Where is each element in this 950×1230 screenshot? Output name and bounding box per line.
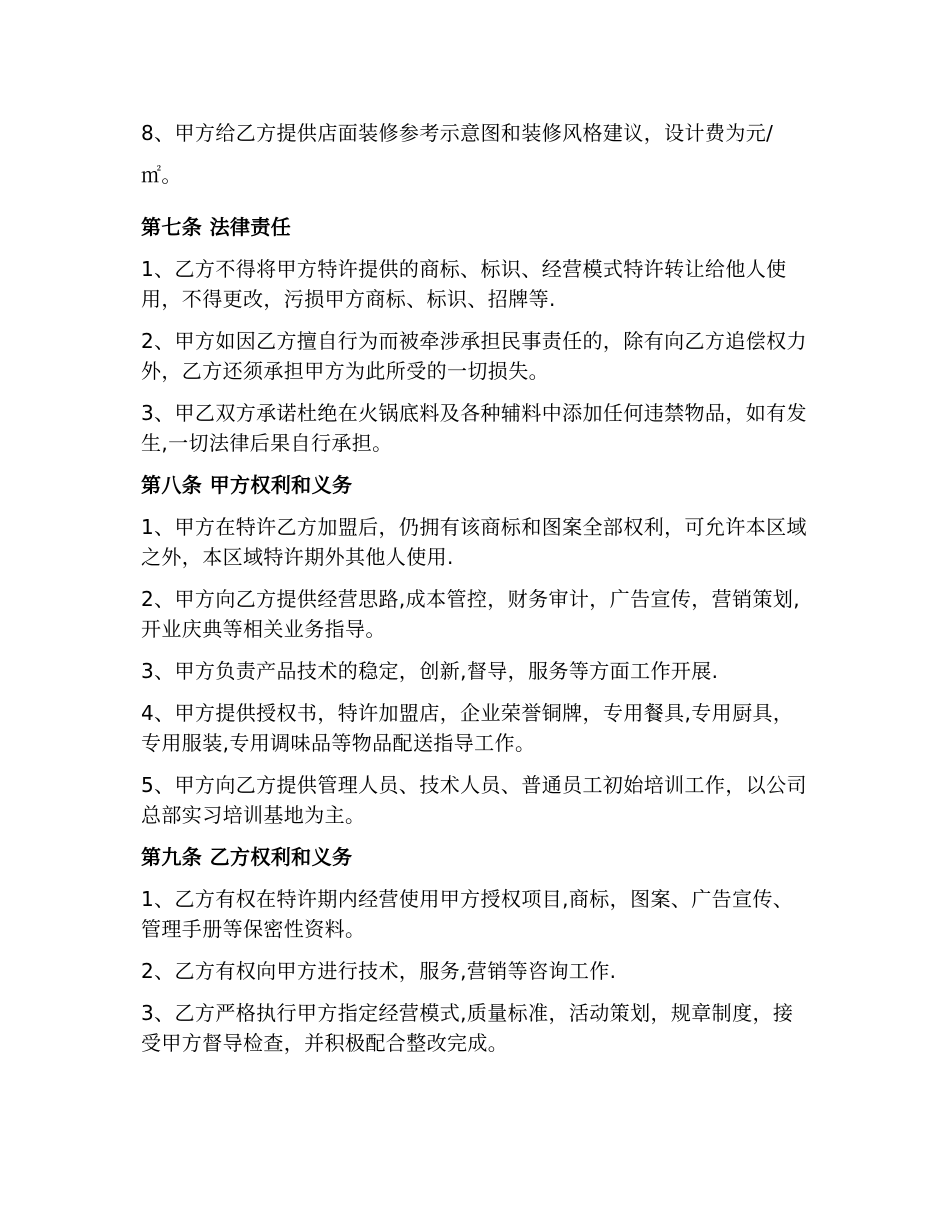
clause-7-item-3: 3、甲乙双方承诺杜绝在火锅底料及各种辅料中添加任何违禁物品，如有发生,一切法律后果自行承担。 <box>141 401 807 455</box>
clause-6-item-8: 8、甲方给乙方提供店面装修参考示意图和装修风格建议，设计费为元/㎡。 <box>141 121 774 187</box>
clause-7-item-1: 1、乙方不得将甲方特许提供的商标、标识、经营模式特许转让给他人使用，不得更改，污损甲方商标、标识、招牌等. <box>141 257 787 311</box>
clause-7-item-2: 2、甲方如因乙方擅自行为而被牵涉承担民事责任的，除有向乙方追偿权力外，乙方还须承担甲方为此所受的一切损失。 <box>141 329 807 383</box>
clause-8-item-4: 4、甲方提供授权书，特许加盟店，企业荣誉铜牌，专用餐具,专用厨具，专用服装,专用调味品等物品配送指导工作。 <box>141 701 794 755</box>
clause-9-item-3: 3、乙方严格执行甲方指定经营模式,质量标准，活动策划，规章制度，接受甲方督导检查，并积极配合整改完成。 <box>141 1001 794 1055</box>
article-9-heading: 第九条 乙方权利和义务 <box>141 845 353 869</box>
clause-9-item-1: 1、乙方有权在特许期内经营使用甲方授权项目,商标，图案、广告宣传、管理手册等保密性资料。 <box>141 887 794 941</box>
clause-8-item-1: 1、甲方在特许乙方加盟后，仍拥有该商标和图案全部权利，可允许本区域之外，本区域特许期外其他人使用. <box>141 515 807 569</box>
clause-8-item-2: 2、甲方向乙方提供经营思路,成本管控，财务审计，广告宣传，营销策划,开业庆典等相关业务指导。 <box>141 587 801 641</box>
article-7-heading: 第七条 法律责任 <box>141 215 292 239</box>
clause-9-item-2: 2、乙方有权向甲方进行技术，服务,营销等咨询工作. <box>141 959 617 983</box>
clause-8-item-3: 3、甲方负责产品技术的稳定，创新,督导，服务等方面工作开展. <box>141 659 719 683</box>
clause-8-item-5: 5、甲方向乙方提供管理人员、技术人员、普通员工初始培训工作，以公司总部实习培训基地为主。 <box>141 773 807 827</box>
document-body <box>141 112 811 1070</box>
article-8-heading: 第八条 甲方权利和义务 <box>141 473 353 497</box>
